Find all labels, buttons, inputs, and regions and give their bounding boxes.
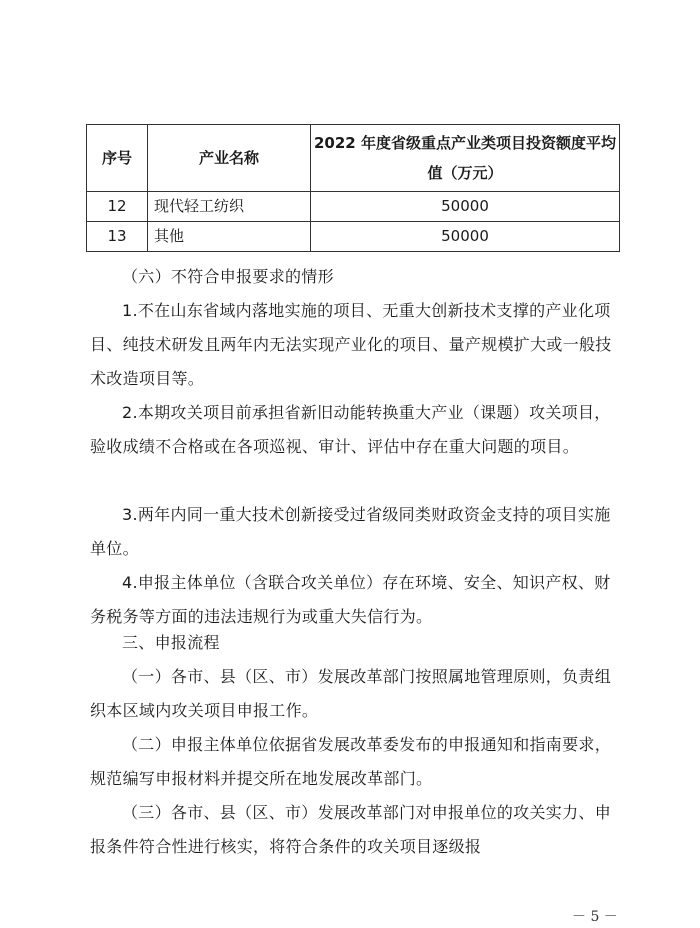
section-6-item-3: 3.两年内同一重大技术创新接受过省级同类财政资金支持的项目实施单位。 <box>90 505 611 558</box>
section-3-item-1: （一）各市、县（区、市）发展改革部门按照属地管理原则，负责组织本区域内攻关项目申报工作。 <box>90 667 612 720</box>
section-6-item-4: 4.申报主体单位（含联合攻关单位）存在环境、安全、知识产权、财务税务等方面的违法违规行为或重大失信行为。 <box>90 573 611 626</box>
row-investment-value: 50000 <box>311 192 620 222</box>
row-investment-value: 50000 <box>311 222 620 252</box>
row-industry-name: 现代轻工纺织 <box>148 192 311 222</box>
row-industry-name: 其他 <box>148 222 311 252</box>
row-no: 12 <box>87 192 148 222</box>
section-6-title: （六）不符合申报要求的情形 <box>122 267 334 286</box>
header-industry-name: 产业名称 <box>148 125 311 192</box>
table-row <box>87 192 620 222</box>
table-row <box>87 222 620 252</box>
table-header-row <box>87 125 620 192</box>
investment-table <box>86 124 620 252</box>
section-3-title: 三、申报流程 <box>122 633 220 652</box>
section-6-item-1: 1.不在山东省域内落地实施的项目、无重大创新技术支撑的产业化项目、纯技术研发且两年内无法实现产业化的项目、量产规模扩大或一般技术改造项目等。 <box>90 301 612 388</box>
section-6-item-2: 2.本期攻关项目前承担省新旧动能转换重大产业（课题）攻关项目，验收成绩不合格或在各项巡视、审计、评估中存在重大问题的项目。 <box>90 403 611 456</box>
row-no: 13 <box>87 222 148 252</box>
page-number: － 5 － <box>572 909 618 925</box>
section-3-item-2: （二）申报主体单位依据省发展改革委发布的申报通知和指南要求，规范编写申报材料并提交所在地发展改革部门。 <box>90 735 612 788</box>
header-investment-avg: 2022 年度省级重点产业类项目投资额度平均值（万元） <box>311 125 620 192</box>
header-no: 序号 <box>87 125 148 192</box>
section-3-item-3: （三）各市、县（区、市）发展改革部门对申报单位的攻关实力、申报条件符合性进行核实，将符合条件的攻关项目逐级报 <box>90 803 612 856</box>
